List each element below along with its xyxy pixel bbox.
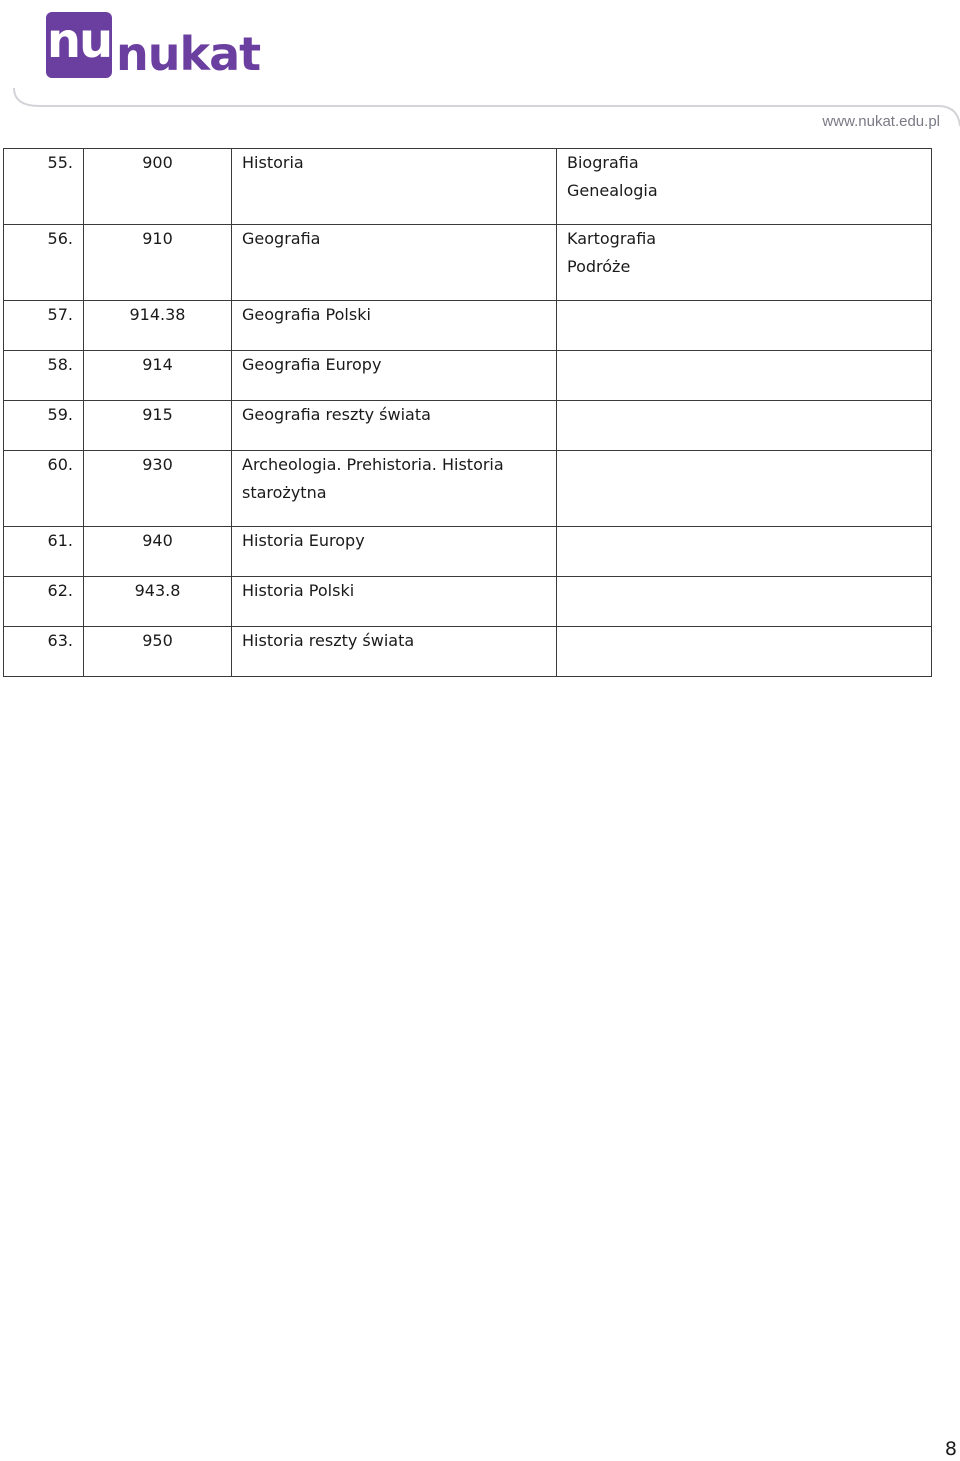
related-subject: Genealogia — [567, 181, 658, 200]
related-subjects-cell — [557, 149, 932, 225]
related-subjects-cell — [557, 225, 932, 301]
classification-code-cell: 915 — [84, 401, 232, 451]
logo-wordmark: nukat — [116, 27, 261, 81]
table-row — [4, 527, 932, 577]
subject-name-cell: Geografia reszty świata — [232, 401, 557, 451]
subject-name-cell: Historia Europy — [232, 527, 557, 577]
subject-name-cell: Geografia Polski — [232, 301, 557, 351]
logo-mark-text: nu — [46, 13, 112, 69]
table-row — [4, 401, 932, 451]
related-subjects-cell — [557, 451, 932, 527]
related-subjects-cell — [557, 401, 932, 451]
table-row — [4, 451, 932, 527]
related-subject: Podróże — [567, 257, 631, 276]
classification-code-cell: 910 — [84, 225, 232, 301]
row-number-cell: 63. — [4, 627, 84, 677]
classification-code-cell: 940 — [84, 527, 232, 577]
subject-table-body — [4, 149, 932, 677]
nukat-logo-icon — [46, 12, 112, 78]
table-row — [4, 351, 932, 401]
row-number-cell: 56. — [4, 225, 84, 301]
subject-name-cell: Historia reszty świata — [232, 627, 557, 677]
related-subjects-cell — [557, 301, 932, 351]
related-subjects-cell — [557, 351, 932, 401]
table-row — [4, 627, 932, 677]
subject-name-cell: Geografia — [232, 225, 557, 301]
classification-code-cell: 930 — [84, 451, 232, 527]
related-subject: Biografia — [567, 153, 639, 172]
site-url: www.nukat.edu.pl — [822, 113, 940, 130]
related-subjects-cell — [557, 627, 932, 677]
table-row — [4, 301, 932, 351]
related-subject: Kartografia — [567, 229, 657, 248]
page-number: 8 — [944, 1438, 957, 1460]
subject-table — [3, 148, 932, 677]
table-row — [4, 225, 932, 301]
row-number-cell: 62. — [4, 577, 84, 627]
row-number-cell: 60. — [4, 451, 84, 527]
subject-name-cell: Historia — [232, 149, 557, 225]
subject-name-cell: Archeologia. Prehistoria. Historia starożytna — [232, 451, 557, 527]
table-row — [4, 149, 932, 225]
row-number-cell: 58. — [4, 351, 84, 401]
classification-code-cell: 914 — [84, 351, 232, 401]
related-subjects-cell — [557, 527, 932, 577]
subject-name-cell: Geografia Europy — [232, 351, 557, 401]
row-number-cell: 61. — [4, 527, 84, 577]
subject-name-cell: Historia Polski — [232, 577, 557, 627]
table-row — [4, 577, 932, 627]
row-number-cell: 57. — [4, 301, 84, 351]
classification-code-cell: 943.8 — [84, 577, 232, 627]
classification-code-cell: 914.38 — [84, 301, 232, 351]
row-number-cell: 59. — [4, 401, 84, 451]
classification-code-cell: 900 — [84, 149, 232, 225]
row-number-cell: 55. — [4, 149, 84, 225]
classification-code-cell: 950 — [84, 627, 232, 677]
page-header — [0, 0, 960, 140]
related-subjects-cell — [557, 577, 932, 627]
